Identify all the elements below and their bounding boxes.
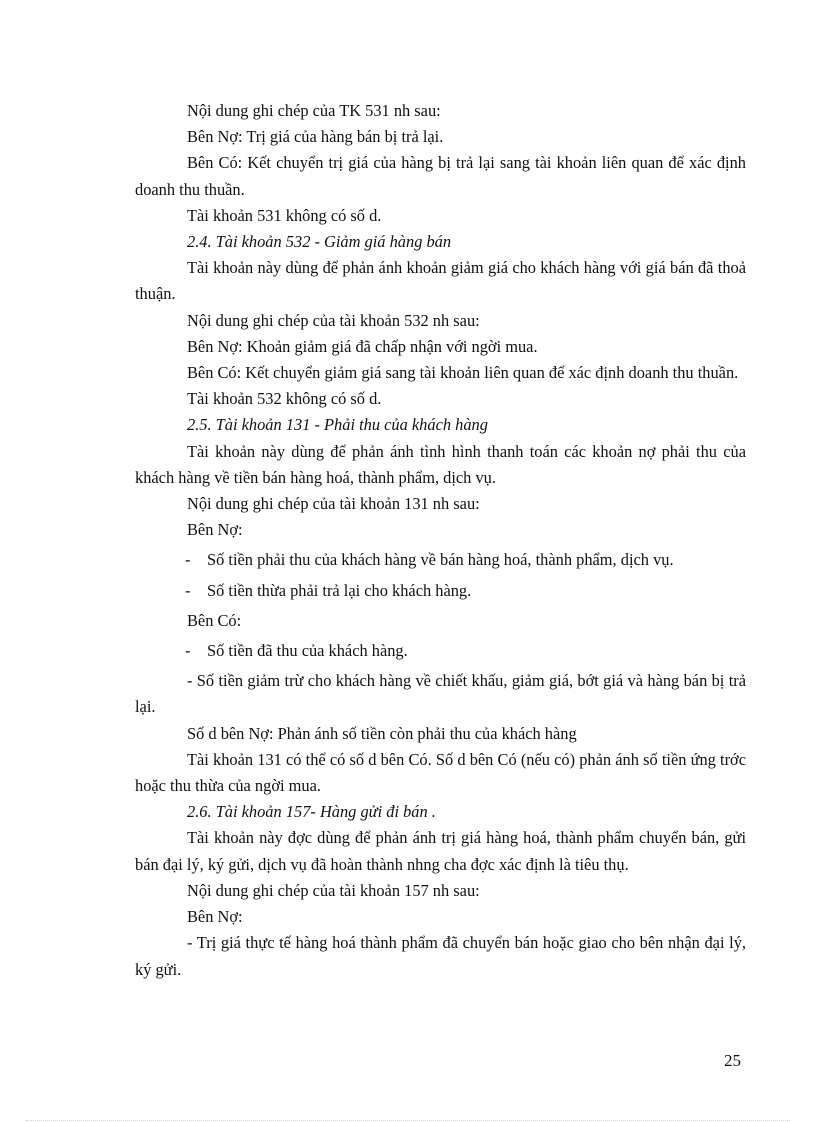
label-ben-no: Bên Nợ: <box>187 907 243 927</box>
document-page <box>135 98 746 983</box>
bullet-item <box>135 578 746 604</box>
bullet-text: Số tiền thừa phải trả lại cho khách hàng. <box>207 580 472 600</box>
footer-divider <box>26 1120 790 1121</box>
page-number: 25 <box>724 1051 741 1070</box>
label-ben-no: Bên Nợ: <box>187 520 243 540</box>
section-heading-2-6: 2.6. Tài khoản 157- Hàng gửi đi bán . <box>187 802 436 822</box>
paragraph: Tài khoản 131 có thể có số d bên Có. Số d bên Có (nếu có) phản ánh số tiền ứng trớc hoặc thu thừa của ngời mua. <box>135 749 746 796</box>
paragraph: Nội dung ghi chép của tài khoản 532 nh sau: <box>187 310 480 330</box>
paragraph: Tài khoản này dùng để phản ánh tình hình thanh toán các khoản nợ phải thu của khách hàng về tiền bán hàng hoá, thành phẩm, dịch vụ. <box>135 441 746 487</box>
paragraph: Tài khoản này dùng để phản ánh khoản giảm giá cho khách hàng với giá bán đã thoả thuận. <box>135 258 746 304</box>
paragraph: Tài khoản này đợc dùng để phản ánh trị giá hàng hoá, thành phẩm chuyển bán, gửi bán đại lý, ký gửi, dịch vụ đã hoàn thành nhng cha đợc xác định là tiêu thụ. <box>135 828 746 874</box>
paragraph: Bên Có: Kết chuyển giảm giá sang tài khoản liên quan để xác định doanh thu thuần. <box>187 363 739 383</box>
bullet-item <box>135 638 746 664</box>
section-heading-2-5: 2.5. Tài khoản 131 - Phải thu của khách hàng <box>187 415 488 435</box>
bullet-text: Số tiền đã thu của khách hàng. <box>207 641 408 661</box>
paragraph: Bên Nợ: Khoản giảm giá đã chấp nhận với ngời mua. <box>187 336 538 356</box>
paragraph: Nội dung ghi chép của tài khoản 131 nh sau: <box>187 494 480 514</box>
bullet-mark: - <box>185 641 191 661</box>
bullet-item <box>135 547 746 573</box>
bullet-text: Số tiền phải thu của khách hàng về bán hàng hoá, thành phẩm, dịch vụ. <box>207 550 674 570</box>
paragraph: Bên Nợ: Trị giá của hàng bán bị trả lại. <box>187 127 444 147</box>
section-heading-2-4: 2.4. Tài khoản 532 - Giảm giá hàng bán <box>187 232 452 252</box>
paragraph: Nội dung ghi chép của tài khoản 157 nh sau: <box>187 880 480 900</box>
paragraph: Tài khoản 531 không có số d. <box>187 205 382 225</box>
bullet-mark: - <box>185 550 191 570</box>
paragraph: Nội dung ghi chép của TK 531 nh sau: <box>187 101 441 120</box>
label-ben-co: Bên Có: <box>187 610 242 630</box>
paragraph: Số d bên Nợ: Phản ánh số tiền còn phải thu của khách hàng <box>187 723 577 743</box>
bullet-mark: - <box>185 580 191 600</box>
paragraph: - Số tiền giảm trừ cho khách hàng về chiết khấu, giảm giá, bớt giá và hàng bán bị trả lại. <box>135 671 746 717</box>
paragraph: - Trị giá thực tế hàng hoá thành phẩm đã chuyển bán hoặc giao cho bên nhận đại lý, ký gửi. <box>135 933 746 979</box>
paragraph: Tài khoản 532 không có số d. <box>187 389 382 409</box>
paragraph: Bên Có: Kết chuyển trị giá của hàng bị trả lại sang tài khoản liên quan để xác định doanh thu thuần. <box>135 153 746 199</box>
